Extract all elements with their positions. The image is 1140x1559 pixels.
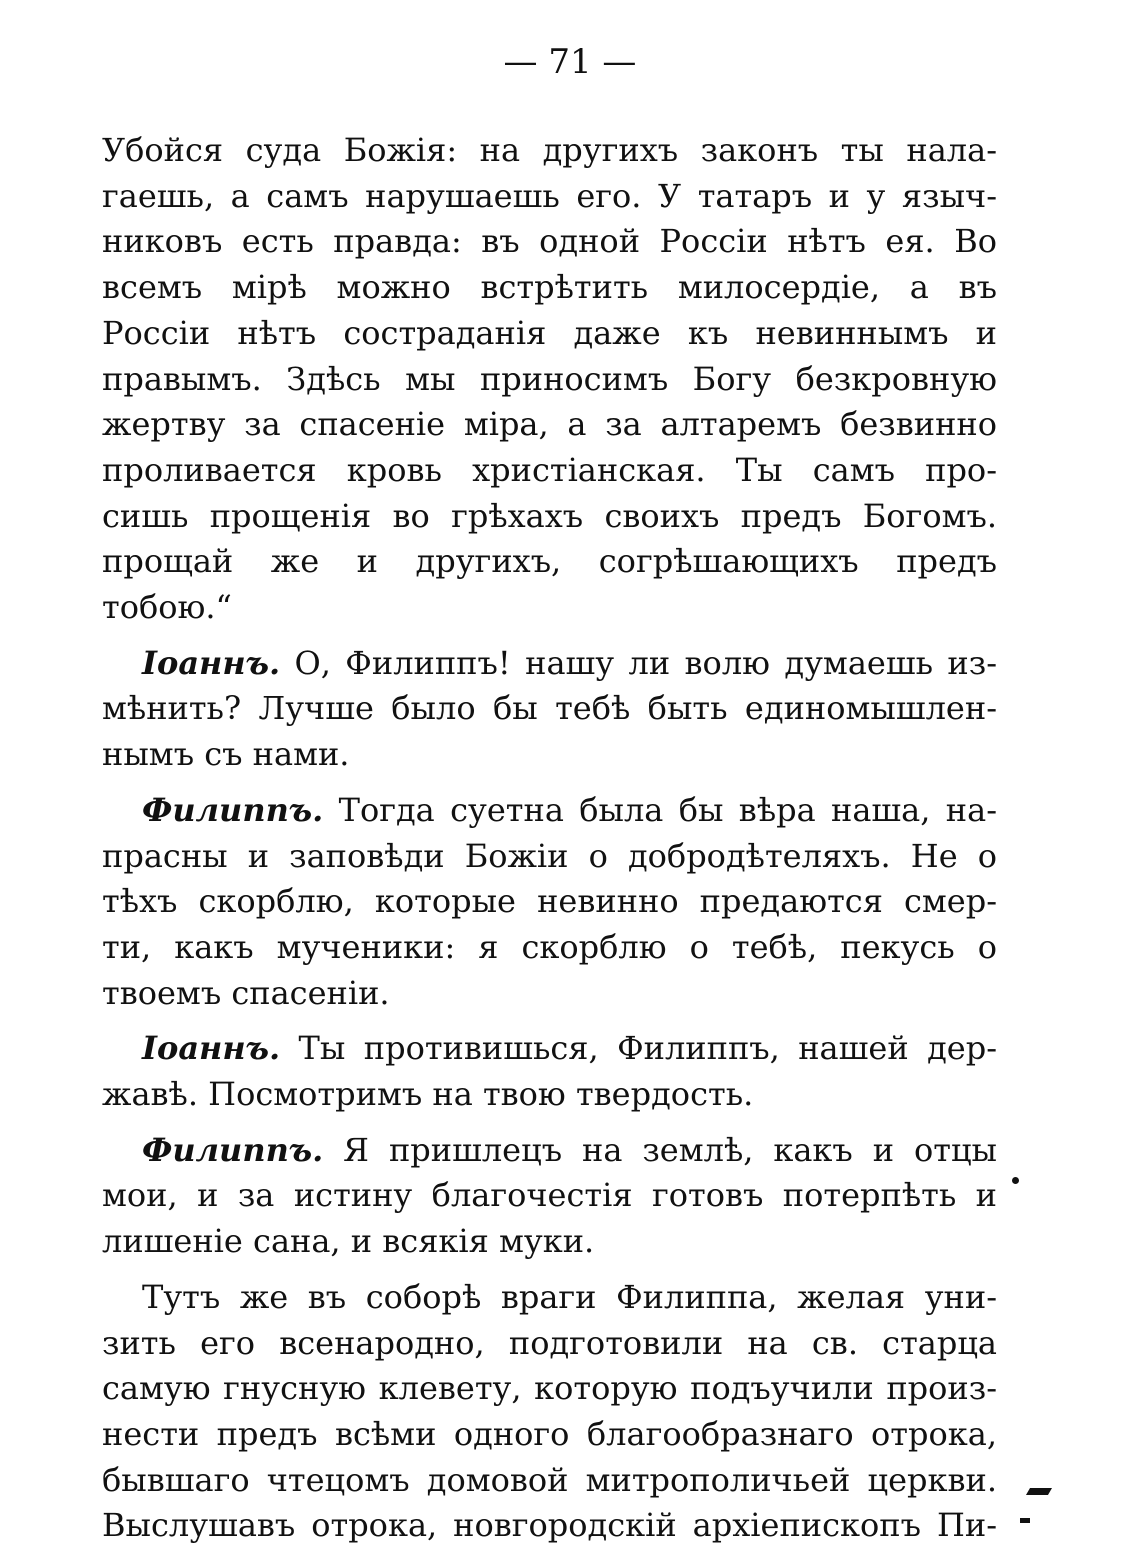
speech-text: О, Филиппъ! нашу ли волю думаешь из-	[280, 643, 997, 682]
text-line: проливается кровь христіанская. Ты самъ про-	[102, 450, 997, 489]
body-text	[102, 128, 997, 1559]
ink-speck	[1020, 1518, 1030, 1523]
text-line: гаешь, а самъ нарушаешь его. У татаръ и у языч-	[102, 176, 997, 215]
text-line: бывшаго чтецомъ домовой митрополичьей церкви.	[102, 1460, 997, 1499]
paragraph-philip-speech	[102, 128, 997, 631]
text-line: мѣнить? Лучше было бы тебѣ быть единомышлен-	[102, 689, 997, 728]
paragraph-narrative	[102, 1275, 997, 1549]
speech-text: Тогда суетна была бы вѣра наша, на-	[323, 790, 997, 829]
text-line: нести предъ всѣми одного благообразнаго отрока,	[102, 1414, 997, 1453]
paragraph-philip-reply-1	[102, 788, 997, 1017]
text-line: твоемъ спасеніи.	[102, 973, 390, 1012]
text-line: Россіи нѣтъ состраданія даже къ невиннымъ и	[102, 313, 997, 352]
text-line: сишь прощенія во грѣхахъ своихъ предъ Богомъ.	[102, 496, 997, 535]
text-line	[102, 641, 997, 687]
text-line: тобою.“	[102, 588, 232, 627]
ink-speck	[1012, 1177, 1019, 1184]
speech-text: Ты противишься, Филиппъ, нашей дер-	[280, 1029, 997, 1068]
text-line	[102, 1128, 997, 1174]
text-line: жертву за спасеніе міра, а за алтаремъ безвинно	[102, 405, 997, 444]
text-line: всемъ мірѣ можно встрѣтить милосердіе, а въ	[102, 268, 997, 307]
text-line: самую гнусную клевету, которую подъучили произ-	[102, 1369, 997, 1408]
text-line: Тутъ же въ соборѣ враги Филиппа, желая уни-	[142, 1277, 997, 1316]
speaker-name: Филиппъ.	[142, 1130, 324, 1169]
text-line: прасны и заповѣди Божіи о добродѣтеляхъ. Не о	[102, 836, 997, 875]
text-line: лишеніе сана, и всякія муки.	[102, 1222, 595, 1261]
text-line: зить его всенародно, подготовили на св. старца	[102, 1323, 997, 1362]
text-line: прощай же и другихъ, согрѣшающихъ предъ	[102, 542, 997, 581]
text-line: мои, и за истину благочестія готовъ потерпѣть и	[102, 1176, 997, 1215]
speaker-name: Филиппъ.	[142, 790, 324, 829]
text-line	[102, 1026, 997, 1072]
speech-text: Я пришлецъ на землѣ, какъ и отцы	[323, 1130, 997, 1169]
text-line: нымъ съ нами.	[102, 735, 350, 774]
ink-speck	[1026, 1488, 1052, 1495]
speaker-name: Іоаннъ.	[142, 1029, 281, 1068]
text-line: жавѣ. Посмотримъ на твою твердость.	[102, 1075, 754, 1114]
text-line: Выслушавъ отрока, новгородскій архіепископъ Пи-	[102, 1506, 997, 1545]
speaker-name: Іоаннъ.	[142, 643, 281, 682]
text-line: правымъ. Здѣсь мы приносимъ Богу безкровную	[102, 359, 997, 398]
text-line: тѣхъ скорблю, которые невинно предаются смер-	[102, 882, 997, 921]
page-number: — 71 —	[503, 42, 637, 82]
paragraph-ioann-reply-2	[102, 1026, 997, 1117]
text-line: никовъ есть правда: въ одной Россіи нѣтъ ея. Во	[102, 222, 997, 261]
paragraph-philip-reply-2	[102, 1128, 997, 1265]
paragraph-ioann-reply-1	[102, 641, 997, 778]
text-line: ти, какъ мученики: я скорблю о тебѣ, пекусь о	[102, 927, 997, 966]
text-line: Убойся суда Божія: на другихъ законъ ты нала-	[102, 131, 997, 169]
text-line	[102, 788, 997, 834]
